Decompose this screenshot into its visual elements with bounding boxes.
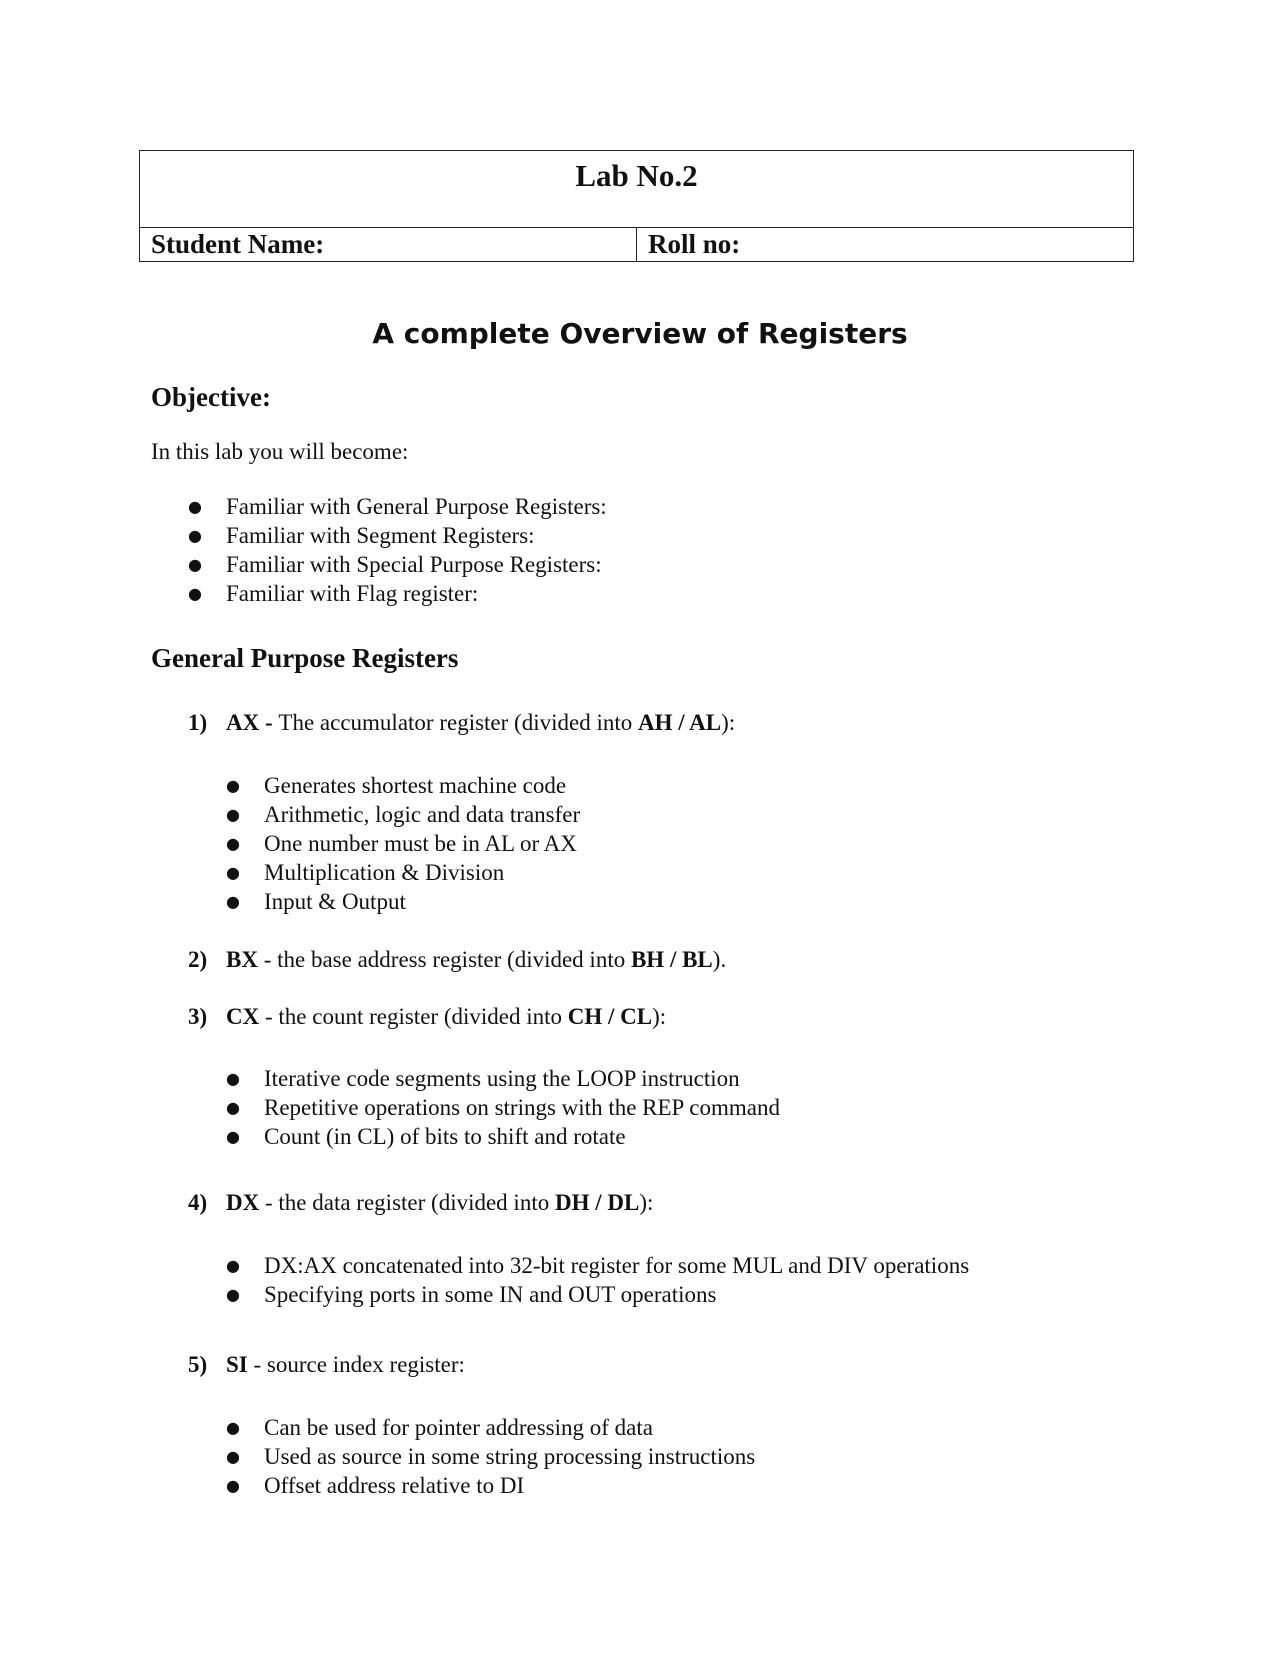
register-item-cx: 3) CX - the count register (divided into CH / CL):	[188, 1004, 667, 1029]
student-name-label: Student Name:	[151, 229, 325, 259]
register-name: BX	[226, 947, 258, 972]
bullet-icon: ●	[226, 1476, 240, 1495]
register-name: CX	[226, 1004, 260, 1029]
register-item-si: 5) SI - source index register:	[188, 1352, 465, 1377]
list-item: ● Used as source in some string processing instructions	[226, 1444, 756, 1469]
bullet-icon: ●	[226, 1418, 240, 1437]
objective-list	[188, 492, 607, 608]
register-name: AX	[226, 710, 260, 735]
bullet-icon: ●	[188, 526, 202, 545]
ax-bullet-list	[226, 771, 581, 916]
list-item: ● Repetitive operations on strings with the REP command	[226, 1095, 780, 1120]
roll-no-label: Roll no:	[648, 229, 741, 259]
list-item: ● DX:AX concatenated into 32-bit register for some MUL and DIV operations	[226, 1253, 970, 1278]
bullet-icon: ●	[226, 892, 240, 911]
list-item: ● Arithmetic, logic and data transfer	[226, 802, 581, 827]
objective-intro: In this lab you will become:	[151, 439, 409, 464]
bullet-icon: ●	[226, 1098, 240, 1117]
list-item: ● Familiar with Special Purpose Registers:	[188, 552, 602, 577]
lab-title-cell	[140, 151, 1134, 228]
bullet-icon: ●	[226, 1069, 240, 1088]
roll-no-cell[interactable]	[637, 228, 1134, 262]
bullet-icon: ●	[226, 1285, 240, 1304]
list-item: ● Specifying ports in some IN and OUT operations	[226, 1282, 717, 1307]
header-table	[139, 150, 1134, 262]
register-item-dx: 4) DX - the data register (divided into DH / DL):	[188, 1190, 654, 1215]
student-name-cell[interactable]	[140, 228, 637, 262]
lab-title: Lab No.2	[575, 158, 698, 193]
list-item: ● Familiar with Segment Registers:	[188, 523, 535, 548]
bullet-icon: ●	[226, 1447, 240, 1466]
si-bullet-list	[226, 1413, 756, 1500]
register-name: DX	[226, 1190, 260, 1215]
list-item: ● Offset address relative to DI	[226, 1473, 525, 1498]
list-item: ● Familiar with General Purpose Registers:	[188, 494, 607, 519]
bullet-icon: ●	[188, 584, 202, 603]
dx-bullet-list	[226, 1251, 970, 1309]
list-item: ● One number must be in AL or AX	[226, 831, 577, 856]
list-item: ● Can be used for pointer addressing of data	[226, 1415, 653, 1440]
list-item: ● Iterative code segments using the LOOP instruction	[226, 1066, 740, 1091]
gpr-heading: General Purpose Registers	[151, 643, 459, 673]
bullet-icon: ●	[226, 863, 240, 882]
register-name: SI	[226, 1352, 248, 1377]
list-item: ● Familiar with Flag register:	[188, 581, 479, 606]
bullet-icon: ●	[226, 1127, 240, 1146]
objective-heading: Objective:	[151, 382, 271, 412]
list-item: ● Count (in CL) of bits to shift and rotate	[226, 1124, 626, 1149]
cx-bullet-list	[226, 1064, 780, 1151]
bullet-icon: ●	[226, 805, 240, 824]
bullet-icon: ●	[188, 555, 202, 574]
list-item: ● Input & Output	[226, 889, 406, 914]
register-item-bx: 2) BX - the base address register (divided into BH / BL).	[188, 947, 727, 972]
list-item: ● Multiplication & Division	[226, 860, 505, 885]
bullet-icon: ●	[226, 834, 240, 853]
bullet-icon: ●	[188, 497, 202, 516]
bullet-icon: ●	[226, 776, 240, 795]
bullet-icon: ●	[226, 1256, 240, 1275]
document-title: A complete Overview of Registers	[372, 317, 908, 350]
list-item: ● Generates shortest machine code	[226, 773, 567, 798]
register-item-ax: 1) AX - The accumulator register (divided into AH / AL):	[188, 710, 736, 735]
